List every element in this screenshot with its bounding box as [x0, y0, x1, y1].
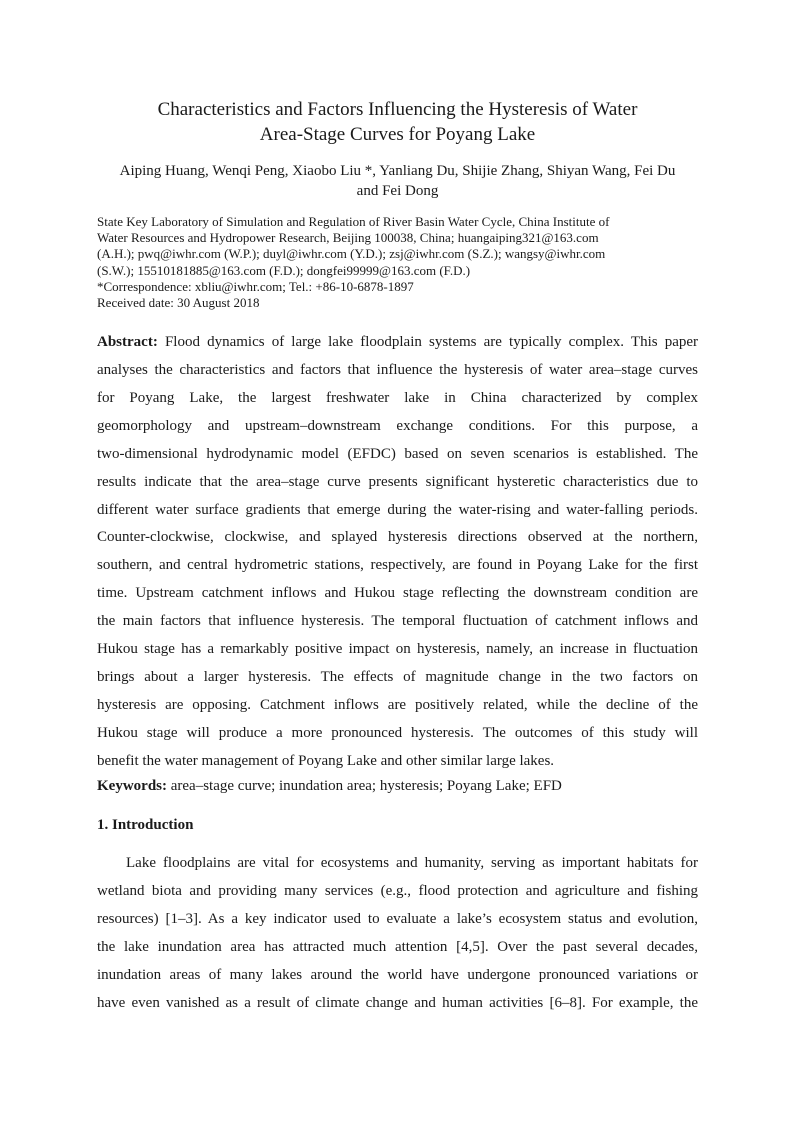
abstract-line: geomorphology and upstream–downstream exchange conditions. For this purpose, a — [97, 417, 698, 434]
affiliation-line: (S.W.); 15510181885@163.com (F.D.); dongfei99999@163.com (F.D.) — [97, 262, 471, 278]
author-line: Aiping Huang, Wenqi Peng, Xiaobo Liu *, Yanliang Du, Shijie Zhang, Shiyan Wang, Fei Du — [119, 163, 676, 179]
abstract-line: brings about a larger hysteresis. The effects of magnitude change in the two factors on — [97, 668, 698, 685]
body-line: have even vanished as a result of climate change and human activities [6–8]. For example, the — [97, 994, 698, 1011]
affiliation-line: (A.H.); pwq@iwhr.com (W.P.); duyl@iwhr.com (Y.D.); zsj@iwhr.com (S.Z.); wangsy@iwhr.com — [97, 246, 606, 262]
abstract-line: hysteresis are opposing. Catchment inflows are positively related, while the decline of the — [97, 696, 698, 713]
abstract-line: different water surface gradients that emerge during the water-rising and water-falling periods. — [97, 501, 698, 518]
body-line: resources) [1–3]. As a key indicator used to evaluate a lake’s ecosystem status and evolution, — [97, 911, 698, 928]
keywords-text: area–stage curve; inundation area; hysteresis; Poyang Lake; EFD — [170, 778, 562, 795]
abstract-line: the main factors that influence hysteresis. The temporal fluctuation of catchment inflows and — [97, 613, 698, 630]
abstract-label: Abstract: — [97, 334, 158, 351]
title-line: Characteristics and Factors Influencing the Hysteresis of Water — [157, 99, 638, 120]
paper-page — [97, 0, 698, 1018]
body-line: inundation areas of many lakes around the world have undergone pronounced variations or — [97, 967, 698, 984]
author-line: and Fei Dong — [356, 183, 439, 199]
title-line: Area-Stage Curves for Poyang Lake — [259, 124, 536, 145]
abstract-line: two-dimensional hydrodynamic model (EFDC) based on seven scenarios is established. The — [97, 445, 698, 462]
abstract-line: benefit the water management of Poyang Lake and other similar large lakes. — [97, 752, 555, 769]
author-list — [97, 161, 698, 201]
introduction-body — [97, 850, 698, 1017]
abstract-text: Flood dynamics of large lake floodplain systems are typically complex. This paper — [164, 334, 699, 351]
abstract-line: Counter-clockwise, clockwise, and splayed hysteresis directions observed at the northern, — [97, 529, 698, 546]
body-line: wetland biota and providing many services (e.g., flood protection and agriculture and fishing — [97, 883, 698, 900]
affiliation-line: State Key Laboratory of Simulation and Regulation of River Basin Water Cycle, China Institute of — [97, 214, 610, 229]
keywords-block — [97, 775, 698, 797]
abstract-line: Hukou stage has a remarkably positive impact on hysteresis, namely, an increase in fluctuation — [97, 641, 698, 658]
abstract-line: time. Upstream catchment inflows and Hukou stage reflecting the downstream condition are — [97, 585, 698, 602]
body-line: the lake inundation area has attracted much attention [4,5]. Over the past several decades, — [97, 939, 698, 956]
section-heading: 1. Introduction — [97, 817, 194, 834]
abstract-line: Hukou stage will produce a more pronounced hysteresis. The outcomes of this study will — [97, 724, 698, 741]
abstract-line — [97, 329, 698, 357]
received-date: Received date: 30 August 2018 — [97, 295, 260, 311]
abstract-line: for Poyang Lake, the largest freshwater lake in China characterized by complex — [97, 390, 698, 406]
correspondence-line: *Correspondence: xbliu@iwhr.com; Tel.: +86-10-6878-1897 — [97, 278, 414, 294]
abstract-line: analyses the characteristics and factors that influence the hysteresis of water area–stage curves — [97, 362, 698, 379]
paper-title — [97, 97, 698, 147]
affiliation-line: Water Resources and Hydropower Research, Beijing 100038, China; huangaiping321@163.com — [97, 230, 599, 246]
keywords-label: Keywords: — [97, 778, 167, 795]
abstract-line: southern, and central hydrometric stations, respectively, are found in Poyang Lake for the first — [97, 557, 698, 574]
affiliation-block — [97, 214, 698, 311]
body-line: Lake floodplains are vital for ecosystems and humanity, serving as important habitats for — [126, 855, 698, 872]
abstract-block — [97, 329, 698, 775]
abstract-line: results indicate that the area–stage curve presents significant hysteretic characteristics due to — [97, 473, 698, 490]
